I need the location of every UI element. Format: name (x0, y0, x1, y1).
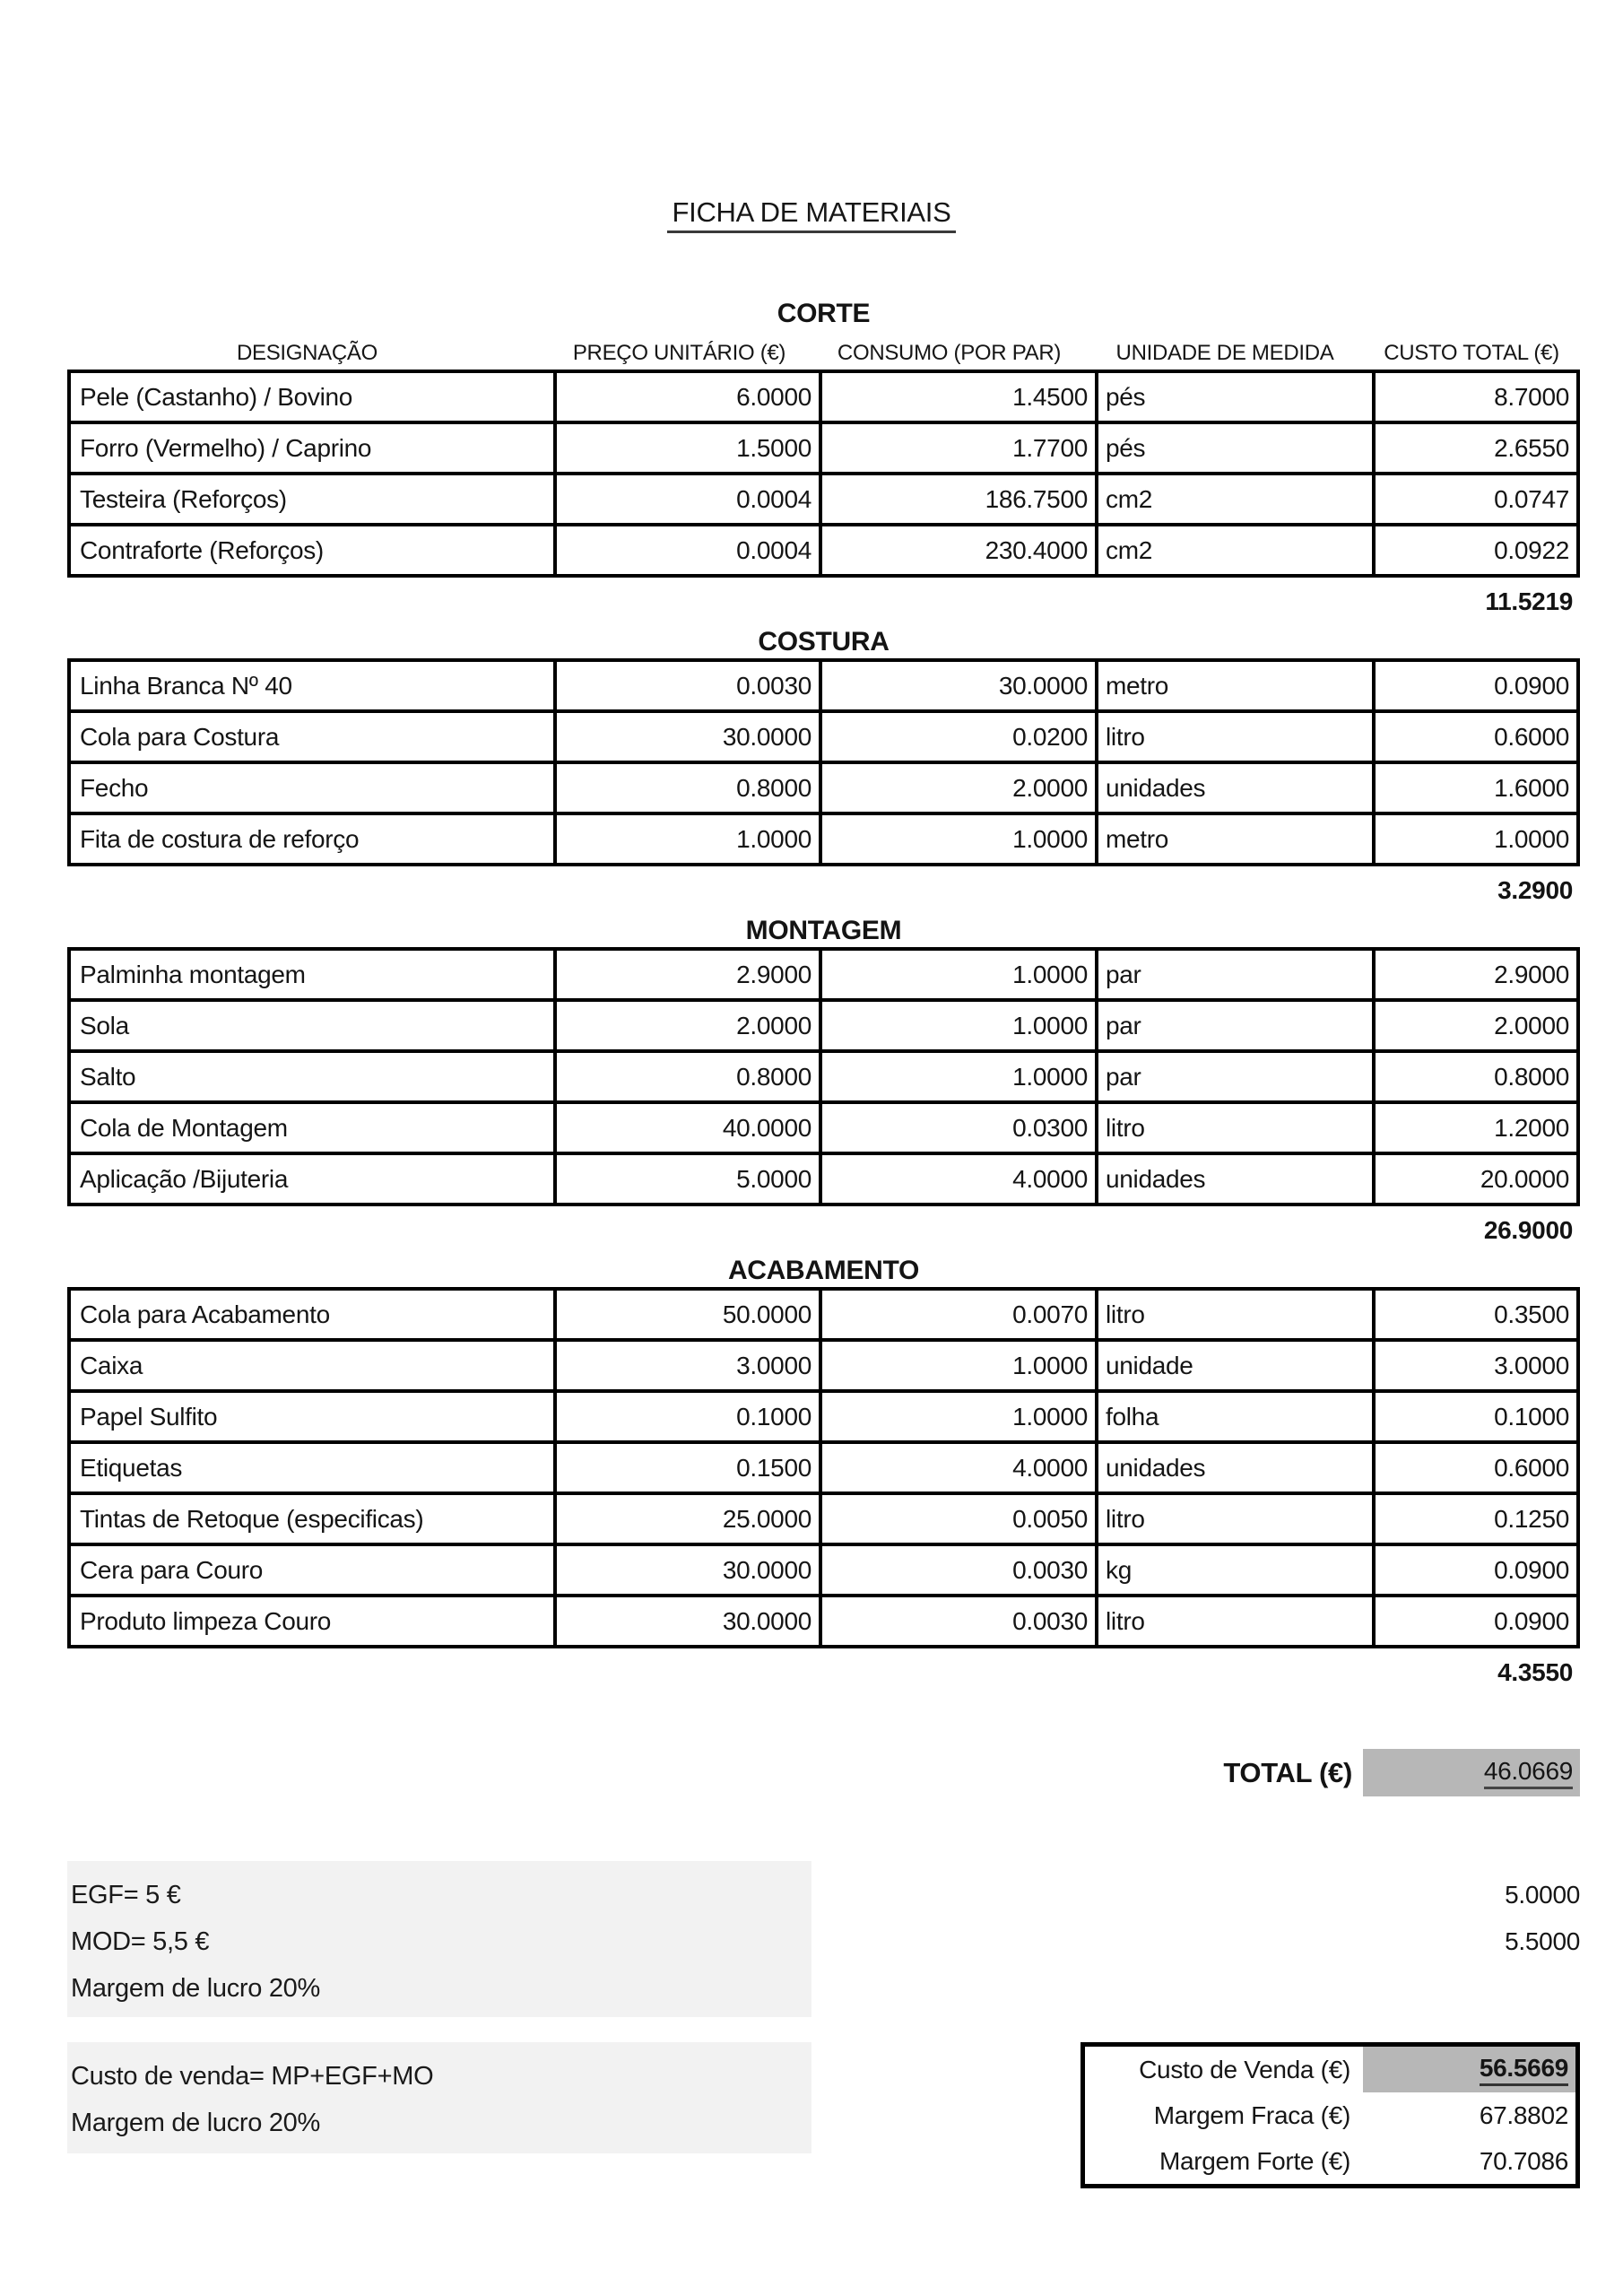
cell-custo: 1.6000 (1374, 762, 1578, 813)
total-label: TOTAL (€) (1223, 1756, 1352, 1788)
cell-custo: 0.0900 (1374, 660, 1578, 711)
cell-custo: 3.0000 (1374, 1340, 1578, 1391)
margin-note-2: Margem de lucro 20% (71, 2109, 320, 2137)
cell-unidade: unidade (1097, 1340, 1374, 1391)
column-header: UNIDADE DE MEDIDA (1115, 341, 1334, 365)
cell-designacao: Linha Branca Nº 40 (69, 660, 555, 711)
cell-unidade: litro (1097, 1596, 1374, 1647)
cell-designacao: Sola (69, 1000, 555, 1051)
cell-designacao: Pele (Castanho) / Bovino (69, 371, 555, 422)
cell-designacao: Aplicação /Bijuteria (69, 1153, 555, 1205)
cell-unidade: folha (1097, 1391, 1374, 1442)
summary-value: 70.7086 (1479, 2146, 1568, 2175)
cell-custo: 0.6000 (1374, 1442, 1578, 1493)
cell-consumo: 4.0000 (820, 1442, 1097, 1493)
table-row (69, 1596, 1578, 1647)
table-row (69, 1153, 1578, 1205)
cell-preco: 3.0000 (555, 1340, 820, 1391)
summary-row (1085, 2092, 1575, 2138)
cell-custo: 0.6000 (1374, 711, 1578, 762)
summary-row (1085, 2138, 1575, 2184)
table-row (69, 474, 1578, 525)
cell-consumo: 1.0000 (820, 1000, 1097, 1051)
table-row (69, 660, 1578, 711)
cell-designacao: Fecho (69, 762, 555, 813)
cell-unidade: litro (1097, 1102, 1374, 1153)
section-subtotal-corte: 11.5219 (1485, 587, 1573, 615)
summary-value: 67.8802 (1479, 2100, 1568, 2129)
cell-designacao: Produto limpeza Couro (69, 1596, 555, 1647)
section-subtotal-acabamento: 4.3550 (1497, 1658, 1573, 1686)
cell-designacao: Salto (69, 1051, 555, 1102)
cell-preco: 0.1500 (555, 1442, 820, 1493)
cell-designacao: Contraforte (Reforços) (69, 525, 555, 576)
sheet-content (67, 298, 1580, 2188)
cell-designacao: Cola de Montagem (69, 1102, 555, 1153)
cell-unidade: cm2 (1097, 525, 1374, 576)
formula-panel (67, 2042, 812, 2153)
cell-designacao: Cola para Costura (69, 711, 555, 762)
mod-note: MOD= 5,5 € (71, 1927, 210, 1956)
cell-consumo: 2.0000 (820, 762, 1097, 813)
table-row (69, 1493, 1578, 1544)
summary-row (1085, 2047, 1575, 2092)
cell-consumo: 1.0000 (820, 1391, 1097, 1442)
cell-consumo: 30.0000 (820, 660, 1097, 711)
cell-preco: 1.5000 (555, 422, 820, 474)
page-title (0, 196, 1623, 233)
total-value: 46.0669 (1484, 1757, 1573, 1789)
table-row (69, 1544, 1578, 1596)
cell-consumo: 0.0030 (820, 1596, 1097, 1647)
egf-value: 5.0000 (1505, 1881, 1580, 1909)
table-row (69, 1289, 1578, 1340)
cell-preco: 2.9000 (555, 949, 820, 1000)
column-header: PREÇO UNITÁRIO (€) (572, 341, 786, 365)
summary-label: Custo de Venda (€) (1139, 2055, 1350, 2083)
cell-preco: 30.0000 (555, 711, 820, 762)
cell-designacao: Caixa (69, 1340, 555, 1391)
cell-designacao: Palminha montagem (69, 949, 555, 1000)
column-header: CUSTO TOTAL (€) (1384, 341, 1559, 365)
cell-designacao: Forro (Vermelho) / Caprino (69, 422, 555, 474)
cell-preco: 5.0000 (555, 1153, 820, 1205)
cell-designacao: Fita de costura de reforço (69, 813, 555, 865)
cell-preco: 0.0004 (555, 474, 820, 525)
section-title-montagem: MONTAGEM (745, 916, 902, 945)
cell-custo: 1.2000 (1374, 1102, 1578, 1153)
cell-consumo: 1.4500 (820, 371, 1097, 422)
cell-preco: 25.0000 (555, 1493, 820, 1544)
table-row (69, 1442, 1578, 1493)
section-subtotal-costura: 3.2900 (1497, 876, 1573, 904)
cell-custo: 8.7000 (1374, 371, 1578, 422)
cell-custo: 0.0747 (1374, 474, 1578, 525)
egf-note: EGF= 5 € (71, 1881, 181, 1909)
materials-table-acabamento (67, 1287, 1580, 1648)
cell-designacao: Papel Sulfito (69, 1391, 555, 1442)
cell-preco: 30.0000 (555, 1596, 820, 1647)
cell-custo: 1.0000 (1374, 813, 1578, 865)
cell-custo: 0.0922 (1374, 525, 1578, 576)
summary-box (1081, 2042, 1580, 2188)
margin-note: Margem de lucro 20% (71, 1974, 320, 2003)
section-title-acabamento: ACABAMENTO (727, 1256, 920, 1285)
mod-value: 5.5000 (1505, 1927, 1580, 1955)
cell-unidade: par (1097, 1051, 1374, 1102)
cell-consumo: 1.0000 (820, 1051, 1097, 1102)
cell-custo: 2.6550 (1374, 422, 1578, 474)
cell-preco: 1.0000 (555, 813, 820, 865)
column-header: CONSUMO (POR PAR) (837, 341, 1062, 365)
table-row (69, 525, 1578, 576)
section-title-corte: CORTE (777, 299, 871, 328)
cell-custo: 20.0000 (1374, 1153, 1578, 1205)
cell-unidade: pés (1097, 422, 1374, 474)
cell-unidade: kg (1097, 1544, 1374, 1596)
cell-designacao: Etiquetas (69, 1442, 555, 1493)
table-row (69, 1340, 1578, 1391)
table-row (69, 1102, 1578, 1153)
cell-consumo: 0.0070 (820, 1289, 1097, 1340)
cell-custo: 0.1250 (1374, 1493, 1578, 1544)
cell-consumo: 230.4000 (820, 525, 1097, 576)
cell-consumo: 1.0000 (820, 949, 1097, 1000)
cell-designacao: Testeira (Reforços) (69, 474, 555, 525)
bottom-block (67, 2042, 1580, 2188)
table-row (69, 813, 1578, 865)
cell-consumo: 4.0000 (820, 1153, 1097, 1205)
cell-designacao: Cera para Couro (69, 1544, 555, 1596)
table-row (69, 711, 1578, 762)
notes-block (67, 1861, 1580, 2017)
materials-table-montagem (67, 947, 1580, 1206)
cell-unidade: unidades (1097, 762, 1374, 813)
column-header: DESIGNAÇÃO (236, 341, 378, 365)
table-row (69, 949, 1578, 1000)
column-headers (67, 330, 1580, 370)
page-title-text: FICHA DE MATERIAIS (667, 196, 957, 233)
cell-consumo: 0.0030 (820, 1544, 1097, 1596)
cell-preco: 0.8000 (555, 762, 820, 813)
total-row (67, 1749, 1580, 1796)
summary-value-cell (1363, 2047, 1575, 2092)
cell-custo: 0.0900 (1374, 1544, 1578, 1596)
cell-consumo: 1.0000 (820, 1340, 1097, 1391)
sections (67, 298, 1580, 1688)
cell-preco: 0.0030 (555, 660, 820, 711)
cell-preco: 0.1000 (555, 1391, 820, 1442)
cell-consumo: 1.7700 (820, 422, 1097, 474)
cell-unidade: unidades (1097, 1153, 1374, 1205)
cell-unidade: litro (1097, 711, 1374, 762)
cell-preco: 50.0000 (555, 1289, 820, 1340)
table-row (69, 422, 1578, 474)
materials-table-corte (67, 370, 1580, 578)
section-subtotal-montagem: 26.9000 (1483, 1216, 1573, 1244)
cell-unidade: pés (1097, 371, 1374, 422)
cell-custo: 2.9000 (1374, 949, 1578, 1000)
cell-custo: 0.0900 (1374, 1596, 1578, 1647)
cell-preco: 6.0000 (555, 371, 820, 422)
cost-formula-note: Custo de venda= MP+EGF+MO (71, 2062, 434, 2091)
total-value-cell (1363, 1749, 1580, 1796)
cell-designacao: Cola para Acabamento (69, 1289, 555, 1340)
cell-unidade: metro (1097, 660, 1374, 711)
cell-consumo: 0.0200 (820, 711, 1097, 762)
table-row (69, 1391, 1578, 1442)
cell-unidade: litro (1097, 1289, 1374, 1340)
cell-custo: 0.1000 (1374, 1391, 1578, 1442)
table-row (69, 1051, 1578, 1102)
cell-custo: 2.0000 (1374, 1000, 1578, 1051)
cell-unidade: par (1097, 1000, 1374, 1051)
assumptions-panel (67, 1861, 812, 2017)
materials-table-costura (67, 658, 1580, 866)
cell-preco: 0.8000 (555, 1051, 820, 1102)
summary-label: Margem Forte (€) (1159, 2146, 1350, 2175)
table-row (69, 762, 1578, 813)
cell-unidade: unidades (1097, 1442, 1374, 1493)
cell-consumo: 186.7500 (820, 474, 1097, 525)
cell-custo: 0.3500 (1374, 1289, 1578, 1340)
table-row (69, 371, 1578, 422)
cell-preco: 0.0004 (555, 525, 820, 576)
summary-value: 56.5669 (1480, 2054, 1568, 2086)
cell-preco: 40.0000 (555, 1102, 820, 1153)
cell-designacao: Tintas de Retoque (especificas) (69, 1493, 555, 1544)
cell-consumo: 0.0050 (820, 1493, 1097, 1544)
table-row (69, 1000, 1578, 1051)
cell-unidade: litro (1097, 1493, 1374, 1544)
cell-preco: 30.0000 (555, 1544, 820, 1596)
cell-unidade: par (1097, 949, 1374, 1000)
cell-custo: 0.8000 (1374, 1051, 1578, 1102)
cell-consumo: 1.0000 (820, 813, 1097, 865)
cell-unidade: metro (1097, 813, 1374, 865)
cell-consumo: 0.0300 (820, 1102, 1097, 1153)
cell-unidade: cm2 (1097, 474, 1374, 525)
cell-preco: 2.0000 (555, 1000, 820, 1051)
section-title-costura: COSTURA (758, 627, 890, 657)
summary-label: Margem Fraca (€) (1153, 2100, 1350, 2129)
